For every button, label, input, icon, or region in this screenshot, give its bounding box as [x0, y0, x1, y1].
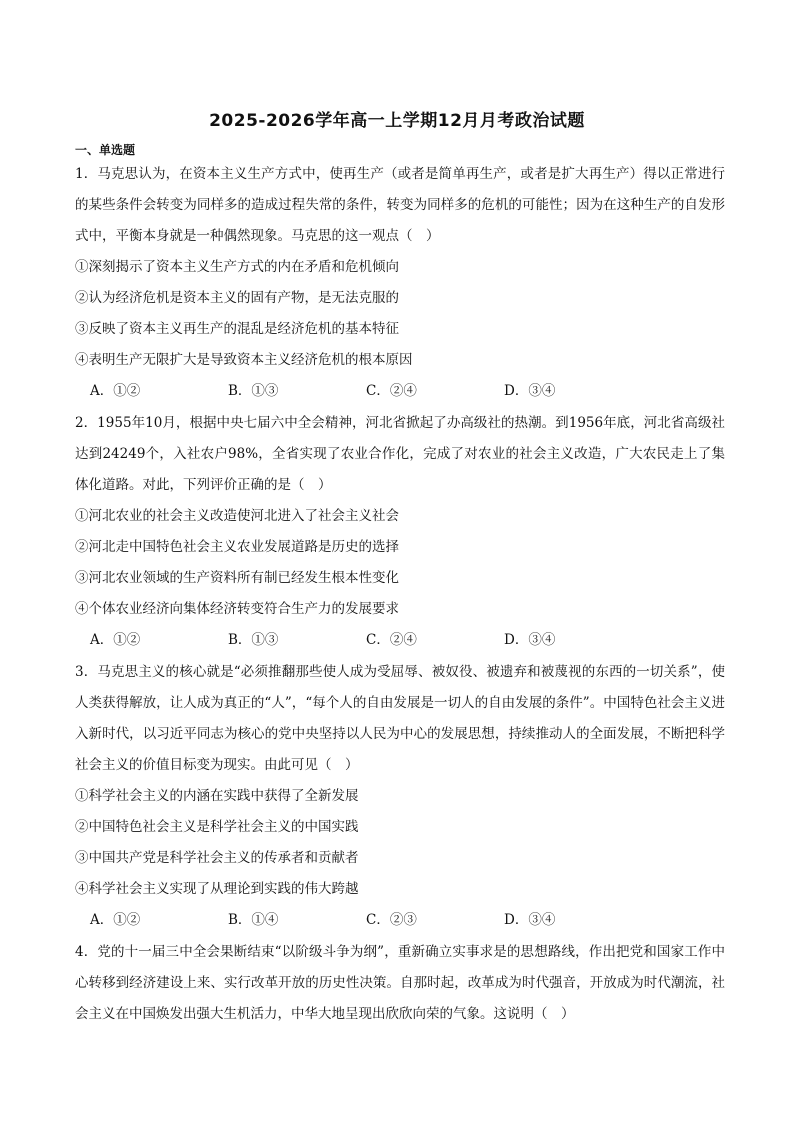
question-stem: 3．马克思主义的核心就是“必须推翻那些使人成为受屈辱、被奴役、被遗弃和被蔑视的东西的一切关系”，使人类获得解放，让人成为真正的“人”，“每个人的自由发展是一切人的自由发展的条件”。中国特色社会主义进入新时代，以习近平同志为核心的党中央坚持以人民为中心的发展思想，持续推动人的全面发展，不断把科学社会主义的价值目标变为现实。由此可见（ ） — [75, 664, 725, 773]
question-option: ②河北走中国特色社会主义农业发展道路是历史的选择 — [75, 539, 399, 555]
question-stem: 4．党的十一届三中全会果断结束“以阶级斗争为纲”，重新确立实事求是的思想路线，作出把党和国家工作中心转移到经济建设上来、实行改革开放的历史性决策。自那时起，改革成为时代强音，开放成为时代潮流，社会主义在中国焕发出强大生机活力，中华大地呈现出欣欣向荣的气象。这说明（ ） — [75, 944, 725, 1022]
answer-choice-a: A．①② — [90, 912, 141, 928]
question-option: ④个体农业经济向集体经济转变符合生产力的发展要求 — [75, 601, 399, 617]
answer-choice-c: C．②③ — [366, 912, 417, 928]
question-stem: 1．马克思认为，在资本主义生产方式中，使再生产（或者是简单再生产，或者是扩大再生产）得以正常进行的某些条件会转变为同样多的造成过程失常的条件，转变为同样多的危机的可能性；因为在这种生产的自发形式中，平衡本身就是一种偶然现象。马克思的这一观点（ ） — [75, 166, 725, 244]
answer-choice-d: D．③④ — [504, 383, 556, 399]
question-option: ③反映了资本主义再生产的混乱是经济危机的基本特征 — [75, 321, 399, 337]
question-stem: 2．1955年10月，根据中央七届六中全会精神，河北省掀起了办高级社的热潮。到1956年底，河北省高级社达到24249个，入社农户98%，全省实现了农业合作化，完成了对农业的社会主义改造，广大农民走上了集体化道路。对此，下列评价正确的是（ ） — [75, 415, 725, 493]
answer-choice-a: A．①② — [90, 632, 141, 648]
question-option: ②中国特色社会主义是科学社会主义的中国实践 — [75, 819, 359, 835]
question-option: ④科学社会主义实现了从理论到实践的伟大跨越 — [75, 881, 359, 897]
answer-choice-c: C．②④ — [366, 383, 417, 399]
answer-choice-a: A．①② — [90, 383, 141, 399]
answer-choice-b: B．①③ — [228, 383, 279, 399]
question-option: ③河北农业领域的生产资料所有制已经发生根本性变化 — [75, 570, 399, 586]
question-option: ①科学社会主义的内涵在实践中获得了全新发展 — [75, 788, 359, 804]
answer-choices — [75, 625, 725, 656]
question-1 — [75, 159, 725, 407]
question-option: ③中国共产党是科学社会主义的传承者和贡献者 — [75, 850, 359, 866]
question-3 — [75, 657, 725, 936]
answer-choice-d: D．③④ — [504, 632, 556, 648]
answer-choices — [75, 905, 725, 936]
question-option: ①深刻揭示了资本主义生产方式的内在矛盾和危机倾向 — [75, 259, 399, 275]
page-title: 2025-2026学年高一上学期12月月考政治试题 — [209, 111, 585, 131]
question-option: ①河北农业的社会主义改造使河北进入了社会主义社会 — [75, 508, 399, 524]
question-4 — [75, 937, 725, 1030]
answer-choice-d: D．③④ — [504, 912, 556, 928]
question-2 — [75, 408, 725, 656]
answer-choices — [75, 376, 725, 407]
section-heading: 一、单选题 — [75, 143, 136, 157]
answer-choice-b: B．①④ — [228, 912, 279, 928]
question-option: ④表明生产无限扩大是导致资本主义经济危机的根本原因 — [75, 352, 413, 368]
question-option: ②认为经济危机是资本主义的固有产物，是无法克服的 — [75, 290, 399, 306]
answer-choice-c: C．②④ — [366, 632, 417, 648]
answer-choice-b: B．①③ — [228, 632, 279, 648]
